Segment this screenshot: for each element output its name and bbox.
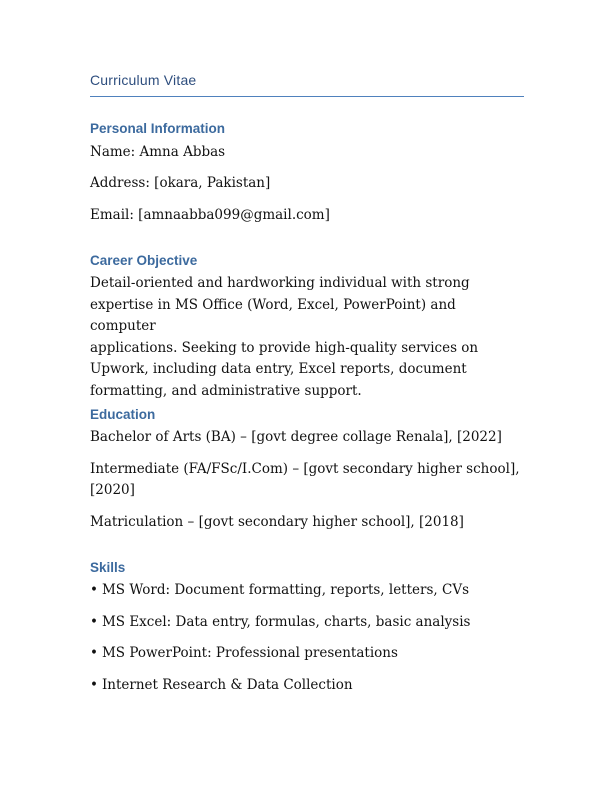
education-item-intermediate: Intermediate (FA/FSc/I.Com) – [govt secondary higher school], <box>90 461 520 477</box>
skill-text: Internet Research & Data Collection <box>101 677 353 693</box>
skill-text: MS PowerPoint: Professional presentations <box>101 645 398 661</box>
education-heading: Education <box>90 407 156 422</box>
education-item-intermediate-year: [2020] <box>90 482 135 498</box>
education-item-matriculation: Matriculation – [govt secondary higher school], [2018] <box>90 514 464 530</box>
objective-line: Detail-oriented and hardworking individual with strong <box>90 275 470 291</box>
name-line: Name: Amna Abbas <box>90 144 226 160</box>
personal-info-heading: Personal Information <box>90 121 226 136</box>
objective-line: formatting, and administrative support. <box>90 382 362 399</box>
skill-text: MS Excel: Data entry, formulas, charts, basic analysis <box>101 614 471 630</box>
objective-line: applications. Seeking to provide high-quality services on <box>90 339 479 356</box>
bullet-icon: • <box>90 677 98 693</box>
education-item-ba: Bachelor of Arts (BA) – [govt degree collage Renala], [2022] <box>90 429 502 445</box>
career-objective-heading: Career Objective <box>90 253 198 268</box>
skills-heading: Skills <box>90 560 126 575</box>
address-line: Address: [okara, Pakistan] <box>90 175 271 191</box>
bullet-icon: • <box>90 645 98 661</box>
title-divider <box>90 96 524 97</box>
skill-item <box>90 645 398 661</box>
objective-line: Upwork, including data entry, Excel reports, document <box>90 361 467 377</box>
skill-item <box>90 614 470 630</box>
skill-item <box>90 677 353 693</box>
document-title: Curriculum Vitae <box>90 72 197 88</box>
bullet-icon: • <box>90 582 98 598</box>
skill-text: MS Word: Document formatting, reports, letters, CVs <box>101 582 469 598</box>
skill-item <box>90 582 469 598</box>
bullet-icon: • <box>90 614 98 630</box>
objective-line: expertise in MS Office (Word, Excel, PowerPoint) and computer <box>90 296 456 334</box>
career-objective-text <box>90 273 524 402</box>
email-line: Email: [amnaabba099@gmail.com] <box>90 207 330 223</box>
